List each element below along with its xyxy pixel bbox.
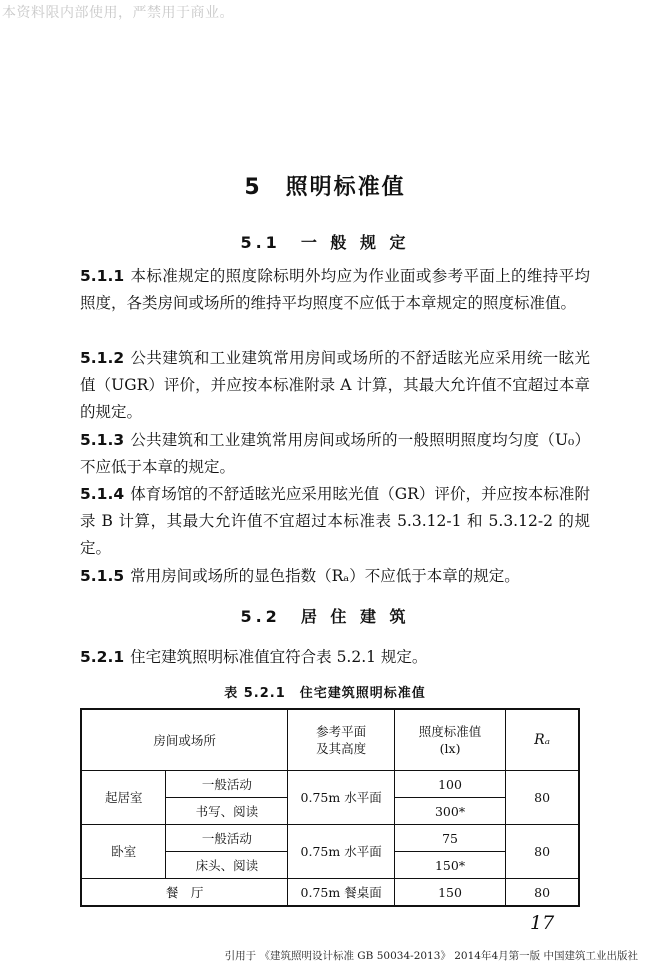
cell-bed-read-lux: 150* xyxy=(394,852,505,879)
section-title-5-2: 5.2 居 住 建 筑 xyxy=(240,607,410,626)
header-lux-line1: 照度标准值 xyxy=(418,724,482,739)
cell-dining-plane: 0.75m 餐桌面 xyxy=(288,879,395,907)
clause-text: 公共建筑和工业建筑常用房间或场所的一般照明照度均匀度（U₀）不应低于本章的规定。 xyxy=(80,431,590,476)
clause-5-2-1 xyxy=(80,644,590,671)
header-lux xyxy=(394,709,505,771)
cell-bed-read: 床头、阅读 xyxy=(166,852,288,879)
clause-5-1-3 xyxy=(80,427,590,481)
cell-dining-lux: 150 xyxy=(394,879,505,907)
table-row xyxy=(81,879,579,907)
cell-living-room: 起居室 xyxy=(81,771,166,825)
citation-footer: 引用于 《建筑照明设计标准 GB 50034-2013》 2014年4月第一版 中国建筑工业出版社 xyxy=(224,950,638,962)
clause-5-1-5 xyxy=(80,563,590,590)
header-plane-line2: 及其高度 xyxy=(316,741,367,756)
clause-number: 5.1.5 xyxy=(80,567,125,585)
chapter-title: 5 照明标准值 xyxy=(244,175,406,200)
table-caption: 表 5.2.1 住宅建筑照明标准值 xyxy=(224,686,426,701)
clause-text: 本标准规定的照度除标明外均应为作业面或参考平面上的维持平均照度，各类房间或场所的维持平均照度不应低于本章规定的照度标准值。 xyxy=(80,267,590,312)
clause-text: 公共建筑和工业建筑常用房间或场所的不舒适眩光应采用统一眩光值（UGR）评价，并应按本标准附录 A 计算，其最大允许值不宜超过本章的规定。 xyxy=(80,349,590,421)
table-row xyxy=(81,825,579,852)
header-room: 房间或场所 xyxy=(81,709,288,771)
clause-text: 住宅建筑照明标准值宜符合表 5.2.1 规定。 xyxy=(130,648,428,666)
cell-bed-plane: 0.75m 水平面 xyxy=(288,825,395,879)
cell-living-read: 书写、阅读 xyxy=(166,798,288,825)
header-plane xyxy=(288,709,395,771)
cell-living-read-lux: 300* xyxy=(394,798,505,825)
clause-number: 5.1.1 xyxy=(80,267,125,285)
clause-number: 5.1.4 xyxy=(80,485,125,503)
cell-living-plane: 0.75m 水平面 xyxy=(288,771,395,825)
clause-number: 5.1.3 xyxy=(80,431,125,449)
cell-living-general-lux: 100 xyxy=(394,771,505,798)
cell-dining: 餐 厅 xyxy=(81,879,288,907)
header-plane-line1: 参考平面 xyxy=(316,724,367,739)
lighting-standard-table xyxy=(80,708,580,907)
cell-dining-ra: 80 xyxy=(506,879,579,907)
clause-text: 常用房间或场所的显色指数（Rₐ）不应低于本章的规定。 xyxy=(130,567,520,585)
cell-bedroom: 卧室 xyxy=(81,825,166,879)
cell-bed-ra: 80 xyxy=(506,825,579,879)
clause-5-1-1 xyxy=(80,263,590,317)
cell-living-general: 一般活动 xyxy=(166,771,288,798)
cell-bed-general-lux: 75 xyxy=(394,825,505,852)
clause-5-1-4 xyxy=(80,481,590,562)
clause-text: 体育场馆的不舒适眩光应采用眩光值（GR）评价，并应按本标准附录 B 计算，其最大允许值不宜超过本标准表 5.3.12-1 和 5.3.12-2 的规定。 xyxy=(80,485,590,557)
header-lux-line2: (lx) xyxy=(439,741,461,756)
section-title-5-1: 5.1 一 般 规 定 xyxy=(240,233,410,252)
header-ra: Rₐ xyxy=(506,709,579,771)
watermark: 本资料限内部使用，严禁用于商业。 xyxy=(2,5,234,21)
cell-bed-general: 一般活动 xyxy=(166,825,288,852)
clause-number: 5.1.2 xyxy=(80,349,125,367)
clause-number: 5.2.1 xyxy=(80,648,125,666)
table-row xyxy=(81,771,579,798)
clause-5-1-2 xyxy=(80,345,590,426)
cell-living-ra: 80 xyxy=(506,771,579,825)
table-header-row xyxy=(81,709,579,771)
page-number: 17 xyxy=(530,912,555,934)
